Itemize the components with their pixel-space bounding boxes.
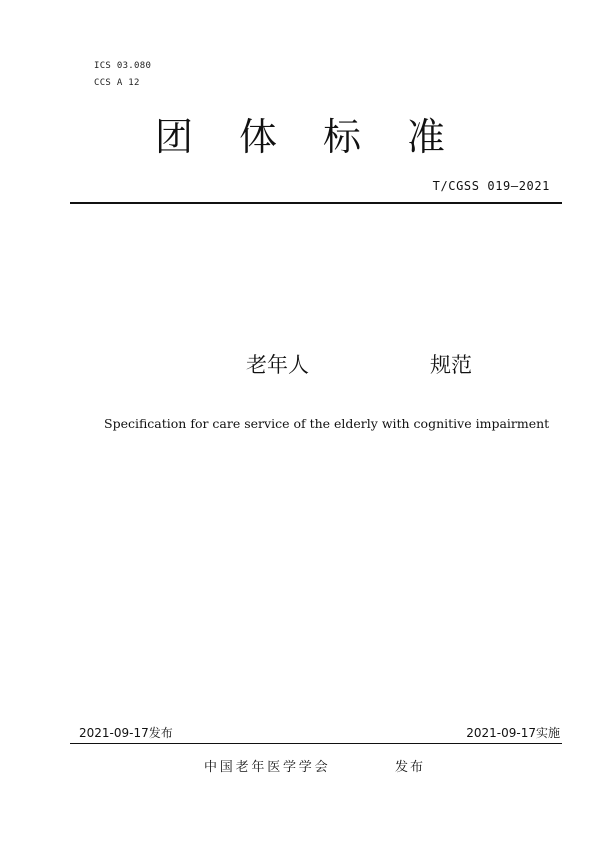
footer-divider [70, 743, 562, 744]
publisher-name: 中国老年医学学会 [204, 760, 331, 775]
ics-code: ICS 03.080 [94, 61, 152, 71]
implement-date: 2021-09-17实施 [466, 726, 560, 740]
doc-type-char: 准 [407, 115, 446, 159]
publish-date: 2021-09-17发布 [79, 726, 173, 740]
standard-number: T/CGSS 019—2021 [432, 179, 550, 193]
publish-label: 发布 [395, 760, 426, 775]
doc-type-char: 体 [239, 115, 278, 159]
doc-type-char: 标 [323, 115, 362, 159]
title-chinese-part1: 老年人 [246, 353, 309, 377]
header-divider [70, 202, 562, 204]
doc-type-char: 团 [155, 115, 194, 159]
ccs-code: CCS A 12 [94, 78, 140, 88]
document-type-heading [155, 106, 491, 161]
title-chinese-part2: 规范 [430, 353, 472, 377]
title-english: Specification for care service of the elderly with cognitive impairment [104, 416, 550, 431]
